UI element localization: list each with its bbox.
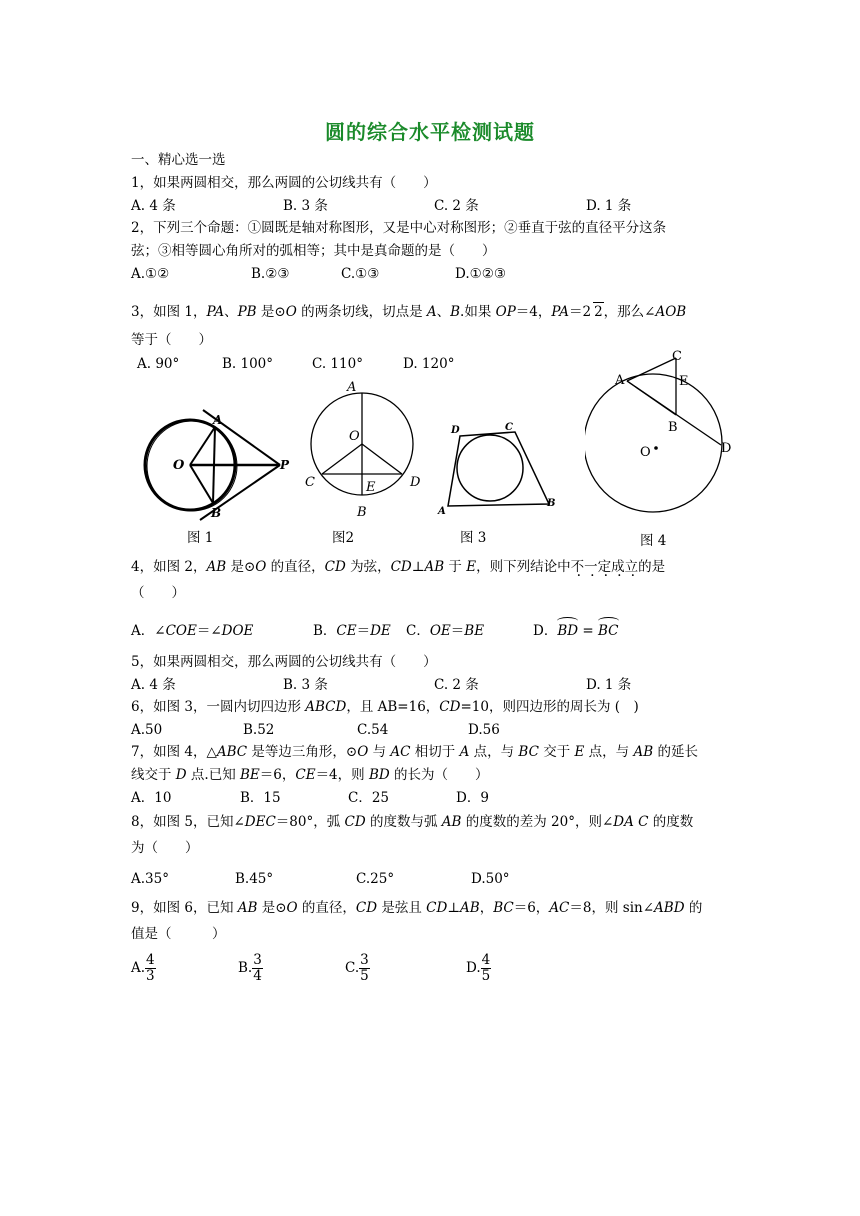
q9-line2: 值是（ ） bbox=[131, 926, 226, 942]
q7-line2: 线交于 D 点.已知 BE＝6，CE＝4，则 BD 的长为（ ） bbox=[131, 767, 489, 783]
q5-stem: 5，如果两圆相交，那么两圆的公切线共有（ ） bbox=[131, 654, 437, 670]
q3-option-c: C. 110° bbox=[312, 356, 363, 372]
q4-line2: （ ） bbox=[131, 585, 185, 601]
q1-stem: 1，如果两圆相交，那么两圆的公切线共有（ ） bbox=[131, 175, 437, 191]
q5-option-b: B. 3 条 bbox=[283, 677, 328, 693]
svg-text:E: E bbox=[366, 480, 376, 495]
q4-option-b: B．CE＝DE bbox=[313, 623, 391, 639]
q3-option-a: A. 90° bbox=[137, 356, 180, 372]
q4-option-c: C．OE＝BE bbox=[406, 623, 485, 639]
q2-option-d: D.①②③ bbox=[455, 266, 506, 282]
q6-option-b: B.52 bbox=[243, 722, 275, 738]
q1-option-d: D. 1 条 bbox=[586, 198, 632, 214]
q8-option-b: B.45° bbox=[235, 871, 274, 887]
figure-4-caption: 图 4 bbox=[640, 533, 667, 549]
q9-option-a: A. $\frac{4}{3}$ bbox=[131, 952, 155, 984]
figure-4 bbox=[585, 345, 745, 525]
q2-line1: 2，下列三个命题：①圆既是轴对称图形，又是中心对称图形；②垂直于弦的直径平分这条 bbox=[131, 220, 667, 236]
q6-option-c: C.54 bbox=[357, 722, 389, 738]
q9-option-c: C. $\frac{3}{5}$ bbox=[345, 952, 369, 984]
svg-text:A: A bbox=[347, 380, 357, 395]
figure-1 bbox=[135, 405, 295, 525]
svg-text:C: C bbox=[305, 475, 315, 490]
svg-text:C: C bbox=[505, 422, 513, 433]
q6-option-d: D.56 bbox=[468, 722, 500, 738]
svg-text:E: E bbox=[679, 374, 689, 389]
svg-text:A: A bbox=[438, 506, 446, 517]
page-title: 圆的综合水平检测试题 bbox=[325, 120, 535, 144]
q3-stem: 3，如图 1，PA、PB 是⊙O 的两条切线，切点是 A、B.如果 OP＝4，PA＝2 2，那么∠AOB bbox=[131, 304, 687, 320]
svg-text:D: D bbox=[451, 425, 460, 436]
q5-option-a: A. 4 条 bbox=[131, 677, 176, 693]
q6-stem: 6，如图 3，一圆内切四边形 ABCD，且 AB=16，CD=10，则四边形的周长为 ( ) bbox=[131, 699, 639, 715]
figure-3 bbox=[435, 418, 560, 518]
svg-text:O: O bbox=[173, 458, 185, 473]
svg-text:D: D bbox=[410, 475, 421, 490]
q8-line1: 8，如图 5，已知∠DEC＝80°，弧 CD 的度数与弧 AB 的度数的差为 20°，则∠DA C 的度数 bbox=[131, 814, 694, 830]
q5-option-d: D. 1 条 bbox=[586, 677, 632, 693]
svg-text:P: P bbox=[280, 458, 290, 472]
svg-text:O: O bbox=[640, 445, 651, 460]
q3-option-d: D. 120° bbox=[403, 356, 455, 372]
svg-text:C: C bbox=[672, 349, 682, 364]
q1-option-c: C. 2 条 bbox=[434, 198, 479, 214]
q7-option-d: D．9 bbox=[456, 790, 489, 806]
q2-option-c: C.①③ bbox=[341, 266, 380, 282]
q7-option-c: C．25 bbox=[348, 790, 390, 806]
section-heading: 一、精心选一选 bbox=[131, 152, 226, 168]
q1-option-b: B. 3 条 bbox=[283, 198, 328, 214]
q8-option-d: D.50° bbox=[471, 871, 510, 887]
q4-option-d: D．BD = BC bbox=[533, 623, 619, 639]
q2-line2: 弦；③相等圆心角所对的弧相等；其中是真命题的是（ ） bbox=[131, 243, 496, 259]
q7-option-b: B．15 bbox=[240, 790, 281, 806]
q5-option-c: C. 2 条 bbox=[434, 677, 479, 693]
svg-text:O: O bbox=[349, 429, 360, 444]
q9-line1: 9，如图 6，已知 AB 是⊙O 的直径，CD 是弦且 CD⊥AB，BC＝6，AC＝8，则 sin∠ABD 的 bbox=[131, 900, 703, 916]
svg-text:B: B bbox=[547, 498, 556, 509]
q8-option-a: A.35° bbox=[131, 871, 169, 887]
figure-1-caption: 图 1 bbox=[187, 530, 214, 546]
q4-option-a: A．∠COE＝∠DOE bbox=[131, 623, 254, 639]
q7-option-a: A．10 bbox=[131, 790, 172, 806]
svg-text:A: A bbox=[615, 373, 625, 388]
svg-text:B: B bbox=[357, 505, 367, 520]
svg-text:D: D bbox=[721, 441, 732, 456]
q2-option-b: B.②③ bbox=[251, 266, 290, 282]
q8-option-c: C.25° bbox=[356, 871, 395, 887]
q4-stem: 4，如图 2，AB 是⊙O 的直径，CD 为弦，CD⊥AB 于 E，则下列结论中不一定成立的是 bbox=[131, 559, 666, 575]
svg-text:A: A bbox=[213, 413, 223, 427]
svg-text:B: B bbox=[668, 420, 678, 435]
q9-option-b: B. $\frac{3}{4}$ bbox=[238, 952, 262, 984]
q3-option-b: B. 100° bbox=[222, 356, 274, 372]
q2-option-a: A.①② bbox=[131, 266, 170, 282]
svg-text:B: B bbox=[211, 506, 222, 520]
q6-option-a: A.50 bbox=[131, 722, 163, 738]
q8-line2: 为（ ） bbox=[131, 840, 199, 856]
q9-option-d: D. $\frac{4}{5}$ bbox=[466, 952, 491, 984]
figure-2 bbox=[300, 378, 425, 520]
figure-3-caption: 图 3 bbox=[460, 530, 487, 546]
q1-option-a: A. 4 条 bbox=[131, 198, 176, 214]
figure-2-caption: 图2 bbox=[332, 530, 355, 546]
q3-line2: 等于（ ） bbox=[131, 332, 212, 348]
q7-line1: 7，如图 4，△ABC 是等边三角形，⊙O 与 AC 相切于 A 点，与 BC 交于 E 点，与 AB 的延长 bbox=[131, 744, 698, 760]
